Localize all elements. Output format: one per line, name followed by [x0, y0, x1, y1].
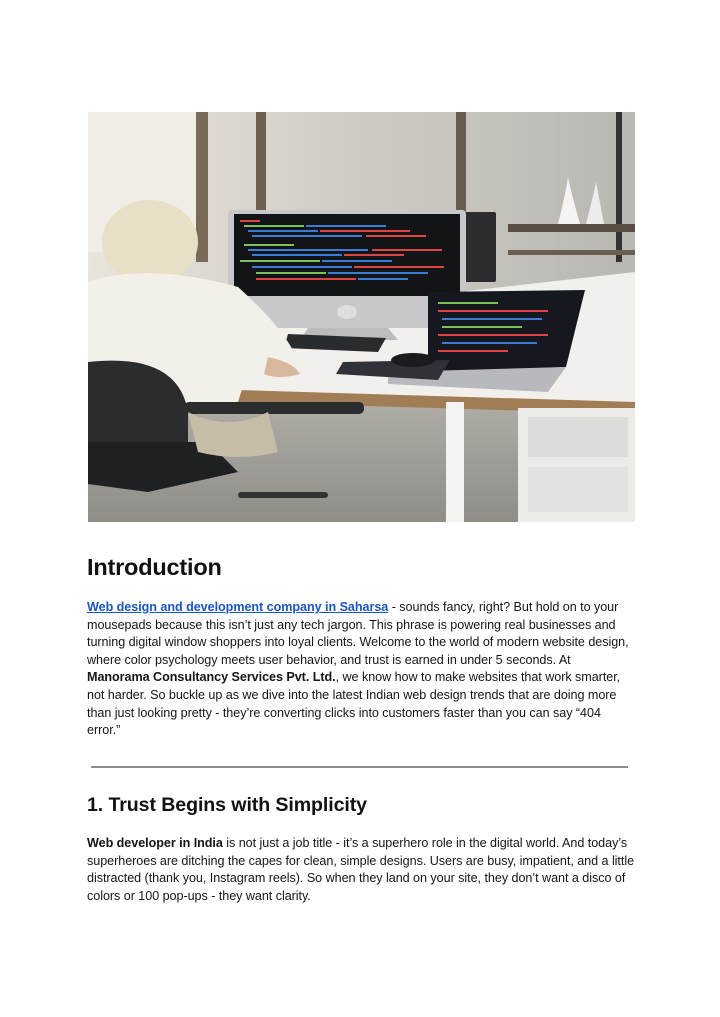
- office-photo-illustration: [88, 112, 635, 522]
- mouse: [391, 353, 435, 367]
- section1-paragraph: [87, 835, 635, 905]
- section1-text: is not just a job title - it’s a superhero role in the digital world. And today’s superheroes are ditching the capes for clean, simple designs. Users are busy, impatient, and a little distracted (thank you, Instagram reels). So when they land on your site, they don’t want a disco of colors or 100 pop-ups - they want clarity.: [87, 836, 635, 903]
- section1-heading: 1. Trust Begins with Simplicity: [87, 794, 367, 816]
- section-divider: [91, 766, 628, 768]
- intro-text-2: , we know how to make websites that work smarter, not harder. So buckle up as we dive into the latest Indian web design trends that are doing more than just looking pretty - they’re converting clicks into customers faster than you can say “404 error.”: [87, 670, 621, 738]
- saharsa-company-link[interactable]: Web design and development company in Saharsa: [87, 600, 389, 614]
- section1-bold-lead: Web developer in India: [87, 836, 223, 850]
- company-name: Manorama Consultancy Services Pvt. Ltd.: [87, 670, 336, 685]
- hero-image: [88, 112, 635, 522]
- person-hair: [102, 200, 198, 284]
- intro-heading: Introduction: [87, 554, 222, 580]
- intro-text-1: - sounds fancy, right? But hold on to your mousepads because this isn’t just any tech jargon. This phrase is powering real businesses and turning digital window shoppers into loyal clients. Welcome to the world of modern website design, where color psychology meets user behavior, and trust is earned in under 5 seconds. At: [87, 600, 629, 667]
- intro-paragraph: [87, 599, 635, 740]
